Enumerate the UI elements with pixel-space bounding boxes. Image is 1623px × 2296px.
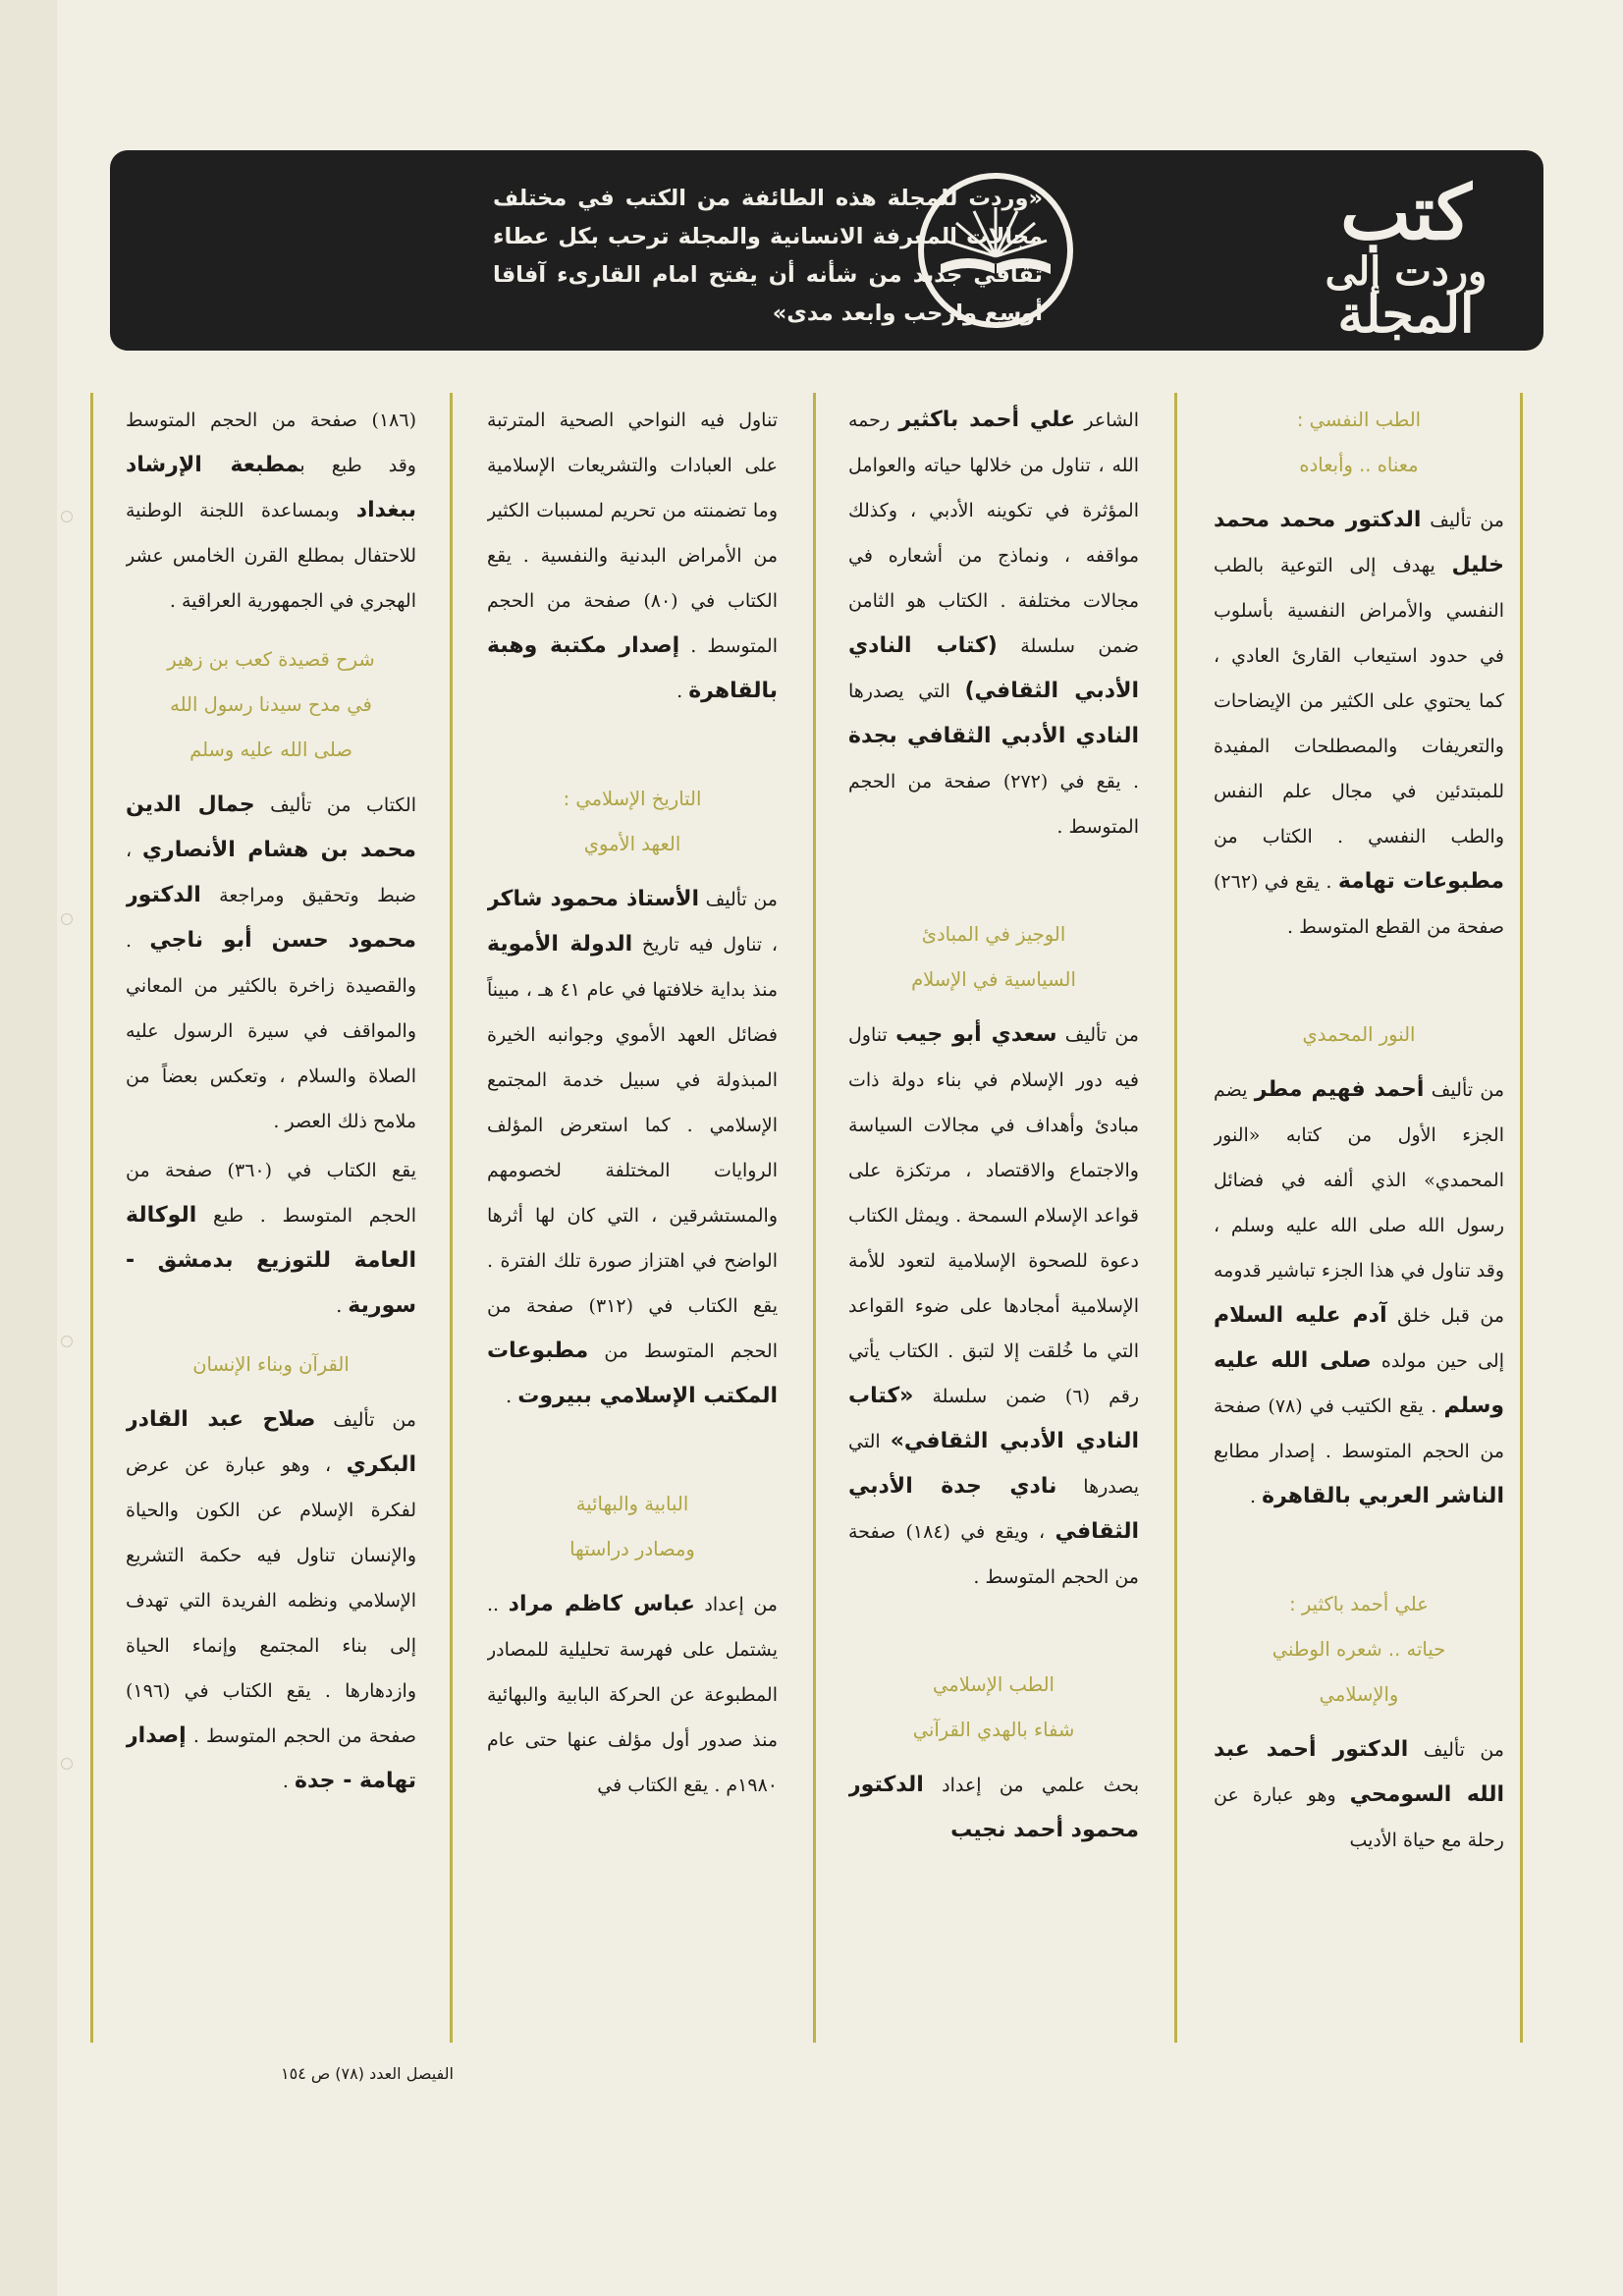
text: من تأليف [1408, 1739, 1504, 1761]
text: من تأليف [315, 1409, 416, 1431]
text: من تأليف [1424, 1079, 1504, 1101]
column-3 [487, 398, 778, 2038]
text: ، وهو عبارة عن عرض لفكرة الإسلام عن الكون والحياة والإنسان تناول فيه حكمة التشريع الإسلامي ونظمه الفريدة التي تهدف إلى بناء المجتمع وإنماء الحياة وازدهارها . يقع الكتاب في (١٩٦) صفحة من الحجم المتوسط . [126, 1454, 416, 1747]
text: الشاعر [1075, 410, 1139, 431]
text: ، تناول فيه تاريخ [632, 934, 778, 956]
column-1 [1214, 398, 1504, 2038]
book-title-wajeez [848, 912, 1139, 1003]
book-description [126, 1148, 416, 1329]
title-line: العهد الأموي [583, 833, 681, 855]
text: .. يشتمل على فهرسة تحليلية للمصادر المطبوعة عن الحركة البابية والبهائية منذ صدور أول مؤلف عنها حتى عام ١٩٨٠م . يقع الكتاب في [487, 1594, 778, 1796]
text: . [336, 1295, 349, 1317]
publisher-name: الوكالة العامة للتوزيع بدمشق - سورية [126, 1203, 416, 1318]
column-rule [450, 393, 453, 2043]
text: التي يصدرها [848, 681, 965, 702]
book-description [487, 1582, 778, 1808]
author-name: جمال الدين محمد بن هشام الأنصاري [126, 793, 416, 862]
text: وبمساعدة اللجنة الوطنية للاحتفال بمطلع القرن الخامس عشر الهجري في الجمهورية العراقية . [126, 500, 416, 612]
emphasis: صلى الله عليه وسلم [1214, 1348, 1504, 1418]
text: التي يصدرها [848, 1431, 1139, 1498]
text: . [282, 1771, 295, 1792]
book-description [126, 783, 416, 1144]
title-line: الطب الإسلامي [933, 1673, 1055, 1696]
series-name: (كتاب النادي الأدبي الثقافي) [848, 633, 1139, 703]
text: بحث علمي من إعداد [923, 1775, 1139, 1796]
text: يهدف إلى التوعية بالطب النفسي والأمراض النفسية بأسلوب في حدود استيعاب القارئ العادي ، كما يحتوي على الكثير من الإيضاحات والتعريفات والمصطلحات المفيدة للمبتدئين في مجال علم النفس والطب النفسي . الكتاب من [1214, 555, 1504, 847]
book-title-islamic-medicine [848, 1663, 1139, 1753]
book-description [487, 877, 778, 1419]
publisher-name: إصدار مكتبة وهبة بالقاهرة [487, 633, 778, 703]
punch-hole-mark [61, 511, 73, 522]
text: إلى حين مولده [1371, 1350, 1504, 1372]
emphasis: الدولة الأموية [487, 932, 633, 957]
book-description [126, 398, 416, 624]
text: . يقع الكتيب في (٧٨) صفحة من الحجم المتوسط . إصدار مطابع [1214, 1395, 1504, 1462]
title-line: والإسلامي [1319, 1683, 1399, 1706]
book-description [848, 1763, 1139, 1853]
book-description [487, 398, 778, 714]
page-footer: الفيصل العدد (٧٨) ص ١٥٤ [281, 2064, 454, 2083]
publisher-name: مطبوعات المكتب الإسلامي ببيروت [487, 1339, 778, 1408]
text: . [506, 1386, 518, 1407]
book-title-kaab [126, 637, 416, 773]
section-title [1308, 169, 1504, 345]
header-intro-text: «وردت للمجلة هذه الطائفة من الكتب في مختلف مجالات المعرفة الانسانية والمجلة ترحب بكل عطاء ثقافي جديد من شأنه أن يفتح امام القارىء آفاقا أوسع وارحب وابعد مدى» [493, 186, 1043, 326]
text: وهو عبارة عن رحلة مع حياة الأديب [1214, 1784, 1504, 1851]
series-name: «كتاب النادي الأدبي الثقافي» [848, 1384, 1139, 1453]
text: . [676, 681, 689, 702]
publisher-name: النادي الأدبي الثقافي بجدة [848, 724, 1139, 748]
book-title-quran [126, 1342, 416, 1388]
text: (١٨٦) صفحة من الحجم المتوسط وقد طبع ب [126, 410, 416, 476]
column-rule [813, 393, 816, 2043]
book-description [1214, 1067, 1504, 1519]
text: ، ويقع في (١٨٤) صفحة من الحجم المتوسط . [848, 1521, 1139, 1588]
title-line: السياسية في الإسلام [911, 968, 1076, 991]
title-line: القرآن وبناء الإنسان [192, 1353, 350, 1376]
author-name: عباس كاظم مراد [508, 1592, 695, 1616]
text: منذ بداية خلافتها في عام ٤١ هـ ، مبيناً فضائل العهد الأموي وجوانبه الخيرة المبذولة في سبيل خدمة المجتمع الإسلامي . كما استعرض المؤلف الروايات المختلفة لخصومهم والمستشرقين ، التي كان لها أثرها الواضح في اهتزاز صورة تلك الفترة . يقع الكتاب في (٣١٢) صفحة من الحجم المتوسط من [487, 979, 778, 1362]
text: يضم الجزء الأول من كتابه «النور المحمدي» الذي ألفه في فضائل رسول الله صلى الله عليه وسلم ، وقد تناول في هذا الجزء تباشير قدومه من قبل خلق [1214, 1079, 1504, 1327]
author-name: أحمد فهيم مطر [1254, 1077, 1425, 1102]
author-name: الأستاذ محمود شاكر [487, 887, 700, 911]
book-title-bakathir [1214, 1582, 1504, 1718]
title-line: النور المحمدي [1302, 1023, 1416, 1046]
title-line: شرح قصيدة كعب بن زهير [167, 648, 375, 671]
section-header-banner [110, 150, 1543, 351]
text: . والقصيدة زاخرة بالكثير من المعاني والمواقف في سيرة الرسول عليه الصلاة والسلام ، وتعكس بعضاً من ملامح ذلك العصر . [126, 930, 416, 1132]
author-name: علي أحمد باكثير [898, 408, 1076, 432]
editor-name: الدكتور محمود حسن أبو ناجي [126, 883, 416, 953]
title-line: شفاء بالهدي القرآني [912, 1719, 1075, 1741]
author-name: الدكتور أحمد عبد الله السومحي [1214, 1737, 1504, 1807]
title-line: معناه .. وأبعاده [1299, 454, 1419, 476]
author-name: الدكتور محمد محمد خليل [1214, 508, 1504, 577]
book-description [1214, 1727, 1504, 1863]
title-line: الطب النفسي : [1296, 409, 1422, 431]
text: من تأليف [699, 889, 778, 910]
book-description [848, 1012, 1139, 1600]
punch-hole-mark [61, 1336, 73, 1347]
title-line: التاريخ الإسلامي : [563, 788, 702, 810]
publisher-name: الناشر العربي بالقاهرة [1262, 1484, 1504, 1508]
author-name: الدكتور محمود أحمد نجيب [848, 1773, 1139, 1842]
column-rule [90, 393, 93, 2043]
text: . يقع في (٢٧٢) صفحة من الحجم المتوسط . [848, 771, 1139, 838]
punch-hole-mark [61, 913, 73, 925]
book-description [1214, 498, 1504, 950]
column-rule [1520, 393, 1523, 2043]
text: من إعداد [694, 1594, 778, 1615]
book-title-nour [1214, 1012, 1504, 1058]
text: . [1249, 1486, 1263, 1507]
book-title-umayyad [487, 777, 778, 867]
text: ، ضبط وتحقيق ومراجعة [126, 840, 416, 906]
book-title-psychiatry [1214, 398, 1504, 488]
binding-margin [0, 0, 57, 2296]
title-line-3: المجلة [1337, 285, 1475, 345]
publisher-name: نادي جدة الأدبي الثقافي [848, 1474, 1139, 1544]
title-line: في مدح سيدنا رسول الله [170, 693, 372, 716]
author-name: سعدي أبو جيب [895, 1022, 1057, 1047]
text: رحمه الله ، تناول من خلالها حياته والعوامل المؤثرة في تكوينه الأدبي ، وكذلك مواقفه ، ونماذج من أشعاره في مجالات مختلفة . الكتاب هو الثامن ضمن سلسلة [848, 410, 1139, 657]
publisher-name: مطبوعات تهامة [1337, 869, 1504, 894]
punch-hole-mark [61, 1758, 73, 1770]
text: من تأليف [1421, 510, 1504, 531]
publisher-name: مطبعة الإرشاد ببغداد [126, 453, 416, 522]
text: الكتاب من تأليف [254, 794, 416, 816]
text: تناول فيه دور الإسلام في بناء دولة ذات مبادئ وأهداف في مجالات السياسة والاجتماع والاقتصاد ، مرتكزة على قواعد الإسلام السمحة . ويمثل الكتاب دعوة للصحوة الإسلامية لتعود للأمة الإسلامية أمجادها على ضوء القواعد التي ما خُلقت إلا لتبق . الكتاب يأتي رقم (٦) ضمن سلسلة [848, 1024, 1139, 1407]
book-description [848, 398, 1139, 849]
text: تناول فيه النواحي الصحية المترتبة على العبادات والتشريعات الإسلامية وما تضمنته من تحريم لمسببات الكثير من الأمراض البدنية والنفسية . يقع الكتاب في (٨٠) صفحة من الحجم المتوسط . [487, 410, 778, 657]
title-line: ومصادر دراستها [569, 1538, 695, 1560]
column-2 [848, 398, 1139, 2038]
title-line: حياته .. شعره الوطني [1271, 1638, 1446, 1661]
text: . يقع في (٢٦٢) صفحة من القطع المتوسط . [1214, 871, 1504, 938]
title-line: صلى الله عليه وسلم [189, 738, 352, 761]
text: من تأليف [1056, 1024, 1139, 1046]
title-line: علي أحمد باكثير : [1289, 1593, 1429, 1615]
title-line: البابية والبهائية [575, 1493, 689, 1515]
emphasis: آدم عليه السلام [1214, 1303, 1387, 1328]
title-line: الوجيز في المبادئ [921, 923, 1066, 946]
title-line-2: وردت إلى [1325, 248, 1488, 295]
author-name: صلاح عبد القادر البكري [126, 1407, 416, 1477]
title-line-1: كتب [1340, 169, 1472, 256]
book-title-babism [487, 1482, 778, 1572]
book-description [126, 1397, 416, 1804]
column-4 [126, 398, 416, 2038]
column-rule [1174, 393, 1177, 2043]
text: يقع الكتاب في (٣٦٠) صفحة من الحجم المتوسط . طبع [126, 1160, 416, 1227]
publisher-name: إصدار تهامة - جدة [126, 1723, 416, 1793]
